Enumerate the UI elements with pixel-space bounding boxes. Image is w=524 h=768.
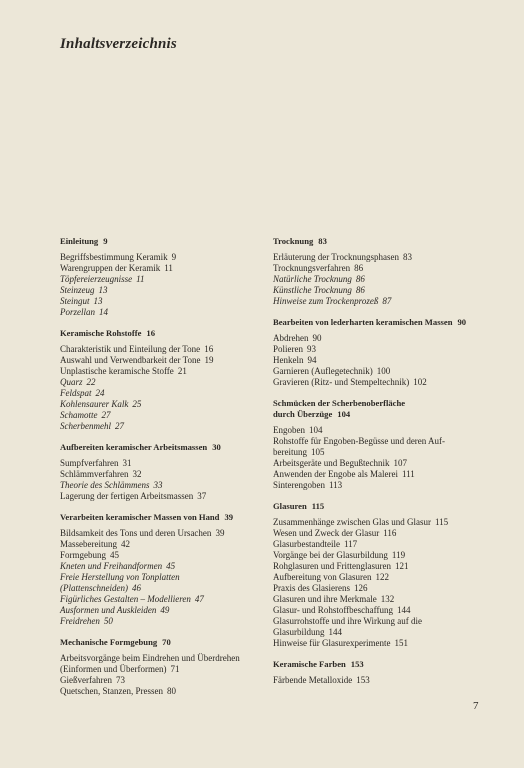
entry-title: Henkeln (273, 355, 304, 365)
entry-page-number: 87 (382, 296, 392, 306)
toc-left-column (60, 236, 275, 707)
entry-page-number: 27 (114, 421, 124, 431)
entry-page-number: 94 (307, 355, 317, 365)
section-heading (60, 637, 275, 648)
section-heading-text: Trocknung (273, 236, 314, 246)
section-heading-text: Aufbereiten keramischer Arbeitsmassen (60, 442, 208, 452)
toc-entry (60, 561, 275, 572)
toc-entry (273, 355, 498, 366)
entry-page-number: 13 (98, 285, 108, 295)
toc-entry (60, 605, 275, 616)
toc-entry (60, 344, 275, 355)
entry-page-number: 144 (328, 627, 342, 637)
toc-entry (60, 263, 275, 274)
toc-entry (273, 425, 498, 436)
toc-entry (273, 528, 498, 539)
toc-entry (60, 583, 275, 594)
entry-title: Glasurbildung (273, 627, 325, 637)
toc-entry (273, 480, 498, 491)
entry-title: Rohglasuren und Frittenglasuren (273, 561, 391, 571)
entry-page-number: 39 (215, 528, 225, 538)
entry-title: Zusammenhänge zwischen Glas und Glasur (273, 517, 431, 527)
toc-section (60, 236, 275, 318)
entry-title: Scherbenmehl (60, 421, 111, 431)
toc-entry (273, 285, 498, 296)
toc-entry (273, 616, 498, 627)
entry-page-number: 19 (204, 355, 214, 365)
toc-section (273, 398, 498, 491)
entry-title: Warengruppen der Keramik (60, 263, 161, 273)
entry-title: Quarz (60, 377, 83, 387)
entry-page-number: 86 (354, 263, 364, 273)
toc-entry (273, 583, 498, 594)
entry-title: Praxis des Glasierens (273, 583, 350, 593)
toc-entry (273, 517, 498, 528)
entry-title: Bildsamkeit des Tons und deren Ursachen (60, 528, 212, 538)
section-heading (60, 328, 275, 339)
entry-title: Töpfereierzeugnisse (60, 274, 133, 284)
entry-page-number: 119 (391, 550, 406, 560)
entry-title: Ausformen und Auskleiden (60, 605, 157, 615)
entry-page-number: 25 (132, 399, 142, 409)
entry-page-number: 49 (160, 605, 170, 615)
entry-page-number: 37 (197, 491, 207, 501)
toc-section (273, 659, 498, 686)
toc-section (60, 637, 275, 697)
toc-entry (273, 344, 498, 355)
entry-title: Garnieren (Auflegetechnik) (273, 366, 373, 376)
section-page-number: 153 (350, 659, 364, 669)
entry-title: Gravieren (Ritz- und Stempeltechnik) (273, 377, 410, 387)
entry-title: Lagerung der fertigen Arbeitsmassen (60, 491, 194, 501)
entry-page-number: 73 (115, 675, 125, 685)
entry-page-number: 80 (166, 686, 176, 696)
entry-title: Freie Herstellung von Tonplatten (60, 572, 180, 582)
entry-page-number: 33 (153, 480, 163, 490)
entry-page-number: 14 (99, 307, 108, 317)
section-heading-text: Mechanische Formgebung (60, 637, 158, 647)
toc-entry (273, 274, 498, 285)
entry-page-number: 21 (177, 366, 187, 376)
entry-page-number: 9 (171, 252, 177, 262)
toc-entry (273, 263, 498, 274)
entry-title: Natürliche Trocknung (273, 274, 352, 284)
entry-title: Glasurbestandteile (273, 539, 340, 549)
entry-page-number: 113 (329, 480, 343, 490)
section-heading (60, 236, 275, 247)
section-page-number: 90 (457, 317, 467, 327)
entry-title: Formgebung (60, 550, 106, 560)
entry-title: Schlämmverfahren (60, 469, 129, 479)
toc-entry (60, 307, 275, 318)
section-page-number: 9 (103, 236, 108, 246)
toc-entry (60, 399, 275, 410)
entry-title: Massebereitung (60, 539, 117, 549)
section-page-number: 104 (337, 409, 351, 419)
entry-page-number: 45 (166, 561, 176, 571)
toc-entry (60, 377, 275, 388)
entry-title: Arbeitsvorgänge beim Eindrehen und Überdrehen (60, 653, 240, 663)
entry-title: Hinweise zum Trockenprozeß (273, 296, 379, 306)
section-heading (273, 659, 498, 670)
toc-entry (273, 605, 498, 616)
entry-page-number: 32 (132, 469, 142, 479)
section-heading-text: Bearbeiten von lederharten keramischen Massen (273, 317, 453, 327)
section-heading (273, 398, 498, 420)
toc-entry (60, 421, 275, 432)
toc-section (60, 512, 275, 627)
entry-title: Arbeitsgeräte und Begußtechnik (273, 458, 390, 468)
entry-page-number: 46 (131, 583, 141, 593)
toc-right-column (273, 236, 498, 696)
toc-entry (60, 653, 275, 664)
entry-title: Unplastische keramische Stoffe (60, 366, 174, 376)
toc-entry (273, 377, 498, 388)
entry-page-number: 47 (194, 594, 204, 604)
toc-entry (273, 572, 498, 583)
entry-page-number: 144 (396, 605, 411, 615)
toc-entry (60, 274, 275, 285)
entry-title: Charakteristik und Einteilung der Tone (60, 344, 201, 354)
entry-title: Hinweise für Glasurexperimente (273, 638, 391, 648)
entry-title: Rohstoffe für Engoben-Begüsse und deren Auf- (273, 436, 446, 446)
toc-entry (60, 252, 275, 263)
entry-page-number: 86 (355, 274, 365, 284)
page-title: Inhaltsverzeichnis (60, 36, 177, 52)
toc-entry (60, 550, 275, 561)
toc-entry (273, 638, 498, 649)
toc-entry (60, 469, 275, 480)
toc-entry (60, 528, 275, 539)
section-page-number: 16 (146, 328, 155, 338)
toc-entry (273, 561, 498, 572)
entry-title: Steingut (60, 296, 90, 306)
entry-page-number: 24 (95, 388, 105, 398)
entry-title: Kneten und Freihandformen (60, 561, 163, 571)
entry-page-number: 45 (110, 550, 119, 560)
entry-page-number: 132 (380, 594, 395, 604)
entry-title: Glasuren und ihre Merkmale (273, 594, 377, 604)
section-page-number: 115 (311, 501, 325, 511)
toc-entry (273, 675, 498, 686)
section-heading (273, 317, 498, 328)
entry-title: (Einformen und Überformen) (60, 664, 167, 674)
entry-title: Schamotte (60, 410, 98, 420)
entry-title: Steinzeug (60, 285, 95, 295)
section-heading-text: Einleitung (60, 236, 99, 246)
entry-title: Figürliches Gestalten – Modellieren (60, 594, 191, 604)
section-heading-text: Keramische Rohstoffe (60, 328, 142, 338)
entry-title: Quetschen, Stanzen, Pressen (60, 686, 163, 696)
toc-entry (273, 296, 498, 307)
entry-title: Künstliche Trocknung (273, 285, 352, 295)
toc-entry (273, 447, 498, 458)
toc-entry (60, 458, 275, 469)
entry-title: (Plattenschneiden) (60, 583, 128, 593)
toc-entry (60, 686, 275, 697)
entry-page-number: 117 (343, 539, 358, 549)
toc-entry (60, 539, 275, 550)
entry-title: Engoben (273, 425, 305, 435)
entry-page-number: 111 (401, 469, 415, 479)
section-heading-text-line2: durch Überzüge (273, 409, 333, 419)
entry-title: Trocknungsverfahren (273, 263, 351, 273)
entry-page-number: 13 (93, 296, 103, 306)
entry-page-number: 153 (356, 675, 370, 685)
entry-page-number: 100 (376, 366, 391, 376)
section-heading (273, 236, 498, 247)
entry-page-number: 93 (307, 344, 316, 354)
entry-page-number: 11 (164, 263, 173, 273)
entry-title: Polieren (273, 344, 303, 354)
entry-title: Glasur- und Rohstoffbeschaffung (273, 605, 393, 615)
entry-title: Aufbereitung von Glasuren (273, 572, 372, 582)
entry-title: Porzellan (60, 307, 95, 317)
toc-section (273, 501, 498, 649)
section-heading-text: Keramische Farben (273, 659, 346, 669)
entry-page-number: 11 (136, 274, 145, 284)
entry-title: Sumpfverfahren (60, 458, 119, 468)
toc-entry (60, 616, 275, 627)
toc-section (60, 328, 275, 432)
entry-page-number: 105 (311, 447, 325, 457)
section-heading (60, 442, 275, 453)
section-heading (60, 512, 275, 523)
section-heading (273, 501, 498, 512)
entry-title: Gießverfahren (60, 675, 112, 685)
entry-title: Auswahl und Verwendbarkeit der Tone (60, 355, 201, 365)
toc-entry (60, 675, 275, 686)
toc-entry (60, 285, 275, 296)
entry-page-number: 115 (434, 517, 449, 527)
toc-entry (60, 366, 275, 377)
entry-page-number: 83 (402, 252, 412, 262)
toc-entry (273, 539, 498, 550)
entry-page-number: 16 (204, 344, 214, 354)
entry-title: bereitung (273, 447, 307, 457)
toc-section (273, 317, 498, 388)
entry-page-number: 71 (170, 664, 180, 674)
toc-entry (60, 664, 275, 675)
entry-page-number: 107 (393, 458, 407, 468)
entry-title: Theorie des Schlämmens (60, 480, 150, 490)
toc-entry (60, 491, 275, 502)
toc-entry (273, 550, 498, 561)
toc-entry (60, 388, 275, 399)
entry-page-number: 42 (120, 539, 130, 549)
entry-page-number: 121 (394, 561, 409, 571)
entry-page-number: 102 (413, 377, 427, 387)
entry-title: Feldspat (60, 388, 92, 398)
entry-title: Begriffsbestimmung Keramik (60, 252, 168, 262)
entry-title: Freidrehen (60, 616, 100, 626)
section-page-number: 83 (318, 236, 327, 246)
entry-title: Abdrehen (273, 333, 309, 343)
section-page-number: 39 (224, 512, 234, 522)
entry-page-number: 27 (101, 410, 111, 420)
toc-entry (60, 355, 275, 366)
entry-page-number: 122 (375, 572, 389, 582)
toc-entry (60, 480, 275, 491)
toc-entry (60, 296, 275, 307)
entry-title: Sinterengoben (273, 480, 325, 490)
toc-entry (273, 594, 498, 605)
entry-page-number: 31 (122, 458, 132, 468)
toc-entry (60, 410, 275, 421)
entry-page-number: 104 (309, 425, 323, 435)
toc-section (273, 236, 498, 307)
entry-title: Färbende Metalloxide (273, 675, 353, 685)
toc-entry (273, 333, 498, 344)
section-heading-text: Glasuren (273, 501, 307, 511)
entry-page-number: 151 (394, 638, 408, 648)
toc-entry (60, 594, 275, 605)
entry-title: Glasurrohstoffe und ihre Wirkung auf die (273, 616, 423, 626)
entry-page-number: 126 (353, 583, 368, 593)
toc-entry (60, 572, 275, 583)
section-heading-text: Schmücken der Scherbenoberfläche (273, 398, 406, 408)
entry-title: Vorgänge bei der Glasurbildung (273, 550, 388, 560)
toc-section (60, 442, 275, 502)
page-number: 7 (473, 700, 479, 712)
section-heading-text: Verarbeiten keramischer Massen von Hand (60, 512, 220, 522)
section-page-number: 70 (162, 637, 171, 647)
entry-page-number: 86 (355, 285, 365, 295)
toc-entry (273, 436, 498, 447)
toc-entry (273, 252, 498, 263)
entry-title: Erläuterung der Trocknungsphasen (273, 252, 399, 262)
entry-page-number: 50 (103, 616, 113, 626)
toc-entry (273, 366, 498, 377)
entry-page-number: 116 (383, 528, 397, 538)
section-page-number: 30 (212, 442, 221, 452)
entry-title: Anwenden der Engobe als Malerei (273, 469, 398, 479)
entry-title: Kohlensaurer Kalk (60, 399, 129, 409)
entry-title: Wesen und Zweck der Glasur (273, 528, 380, 538)
entry-page-number: 22 (86, 377, 96, 387)
toc-entry (273, 627, 498, 638)
entry-page-number: 90 (312, 333, 322, 343)
toc-entry (273, 458, 498, 469)
toc-entry (273, 469, 498, 480)
